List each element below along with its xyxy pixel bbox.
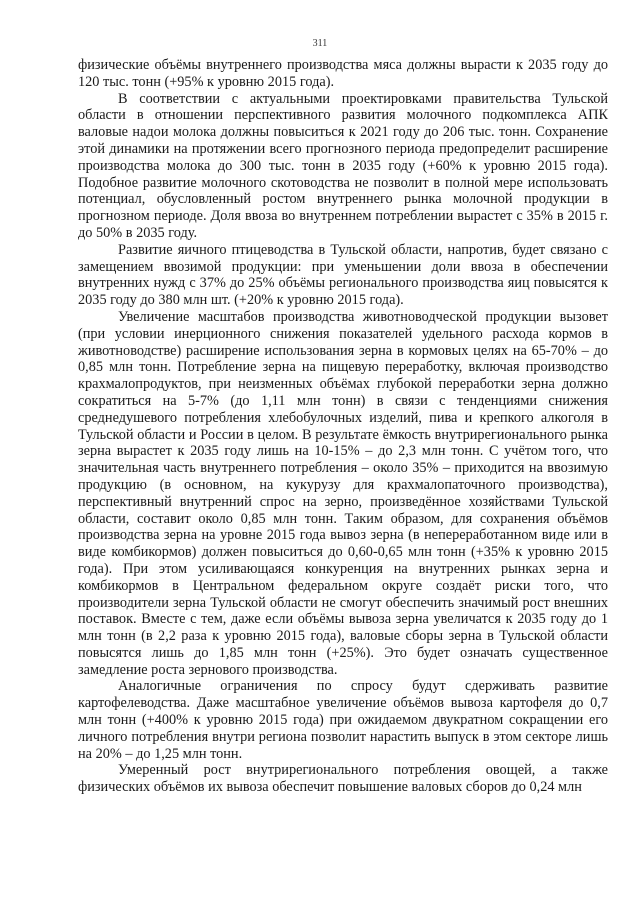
paragraph-grain: Увеличение масштабов производства животноводческой продукции вызовет (при условии инерционного снижения показателей удельного расхода кормов в животноводстве) расширение использования зерна в кормовых целях на 65-70% – до 0,85 млн тонн. Потребление зерна на пищевую переработку, включая производство крахмалопродуктов, при неизменных объёмах глубокой переработки зерна должно сократиться на 5-7% (до 1,11 млн тонн) в связи с тенденциями снижения среднедушевого потребления хлебобулочных изделий, пива и крепкого алкоголя в Тульской области и России в целом. В результате ёмкость внутрирегионального рынка зерна вырастет к 2035 году лишь на 10-15% – до 2,3 млн тонн. С учётом того, что значительная часть внутреннего потребления – около 35% – приходится на ввозимую продукцию (в основном, на кукурузу для крахмалопаточного производства), перспективный внутренний спрос на зерно, произведённое хозяйствами Тульской области, составит около 0,85 млн тонн. Таким образом, для сохранения объёмов производства зерна на уровне 2015 года вывоз зерна (в непереработанном виде или в виде комбикормов) должен повыситься до 0,60-0,65 млн тонн (+35% к уровню 2015 года). При этом усиливающаяся конкуренция на внутренних рынках зерна и комбикормов в Центральном федеральном округе создаёт риски того, что производители зерна Тульской области не смогут обеспечить значимый рост внешних поставок. Вместе с тем, даже если объёмы вывоза зерна увеличатся к 2035 году до 1 млн тонн (в 2,2 раза к уровню 2015 года), валовые сборы зерна в Тульской области повысятся лишь до 1,85 млн тонн (+25%). Это будет означать существенное замедление роста зернового производства. [78,308,608,678]
paragraph-meat-continuation: физические объёмы внутреннего производства мяса должны вырасти к 2035 году до 120 тыс. тонн (+95% к уровню 2015 года). [78,57,608,90]
paragraph-vegetables: Умеренный рост внутрирегионального потребления овощей, а также физических объёмов их вывоза обеспечит повышение валовых сборов до 0,24 млн [78,762,608,796]
paragraph-dairy: В соответствии с актуальными проектировками правительства Тульской области в отношении перспективного развития молочного подкомплекса АПК валовые надои молока должны повыситься к 2021 году до 206 тыс. тонн. Сохранение этой динамики на протяжении всего прогнозного периода предопределит расширение производства молока до 300 тыс. тонн в 2035 году (+60% к уровню 2015 года). Подобное развитие молочного скотоводства не позволит в полной мере использовать потенциал, обусловленный ростом внутреннего рынка молочной продукции в прогнозном периоде. Доля ввоза во внутреннем потреблении вырастет с 35% в 2015 г. до 50% в 2035 году. [78,90,608,241]
paragraph-eggs: Развитие яичного птицеводства в Тульской области, напротив, будет связано с замещением ввозимой продукции: при уменьшении доли ввоза в обеспечении внутренних нужд с 37% до 25% объёмы регионального производства яиц повысятся к 2035 году до 380 млн шт. (+20% к уровню 2015 года). [78,241,608,309]
page-number: 311 [312,38,328,49]
text-body [78,57,608,796]
paragraph-potatoes: Аналогичные ограничения по спросу будут сдерживать развитие картофелеводства. Даже масштабное увеличение объёмов вывоза картофеля до 0,7 млн тонн (+400% к уровню 2015 года) при ожидаемом двукратном сокращении его личного потребления внутри региона позволит нарастить выпуск в этом секторе лишь на 20% – до 1,25 млн тонн. [78,678,608,762]
